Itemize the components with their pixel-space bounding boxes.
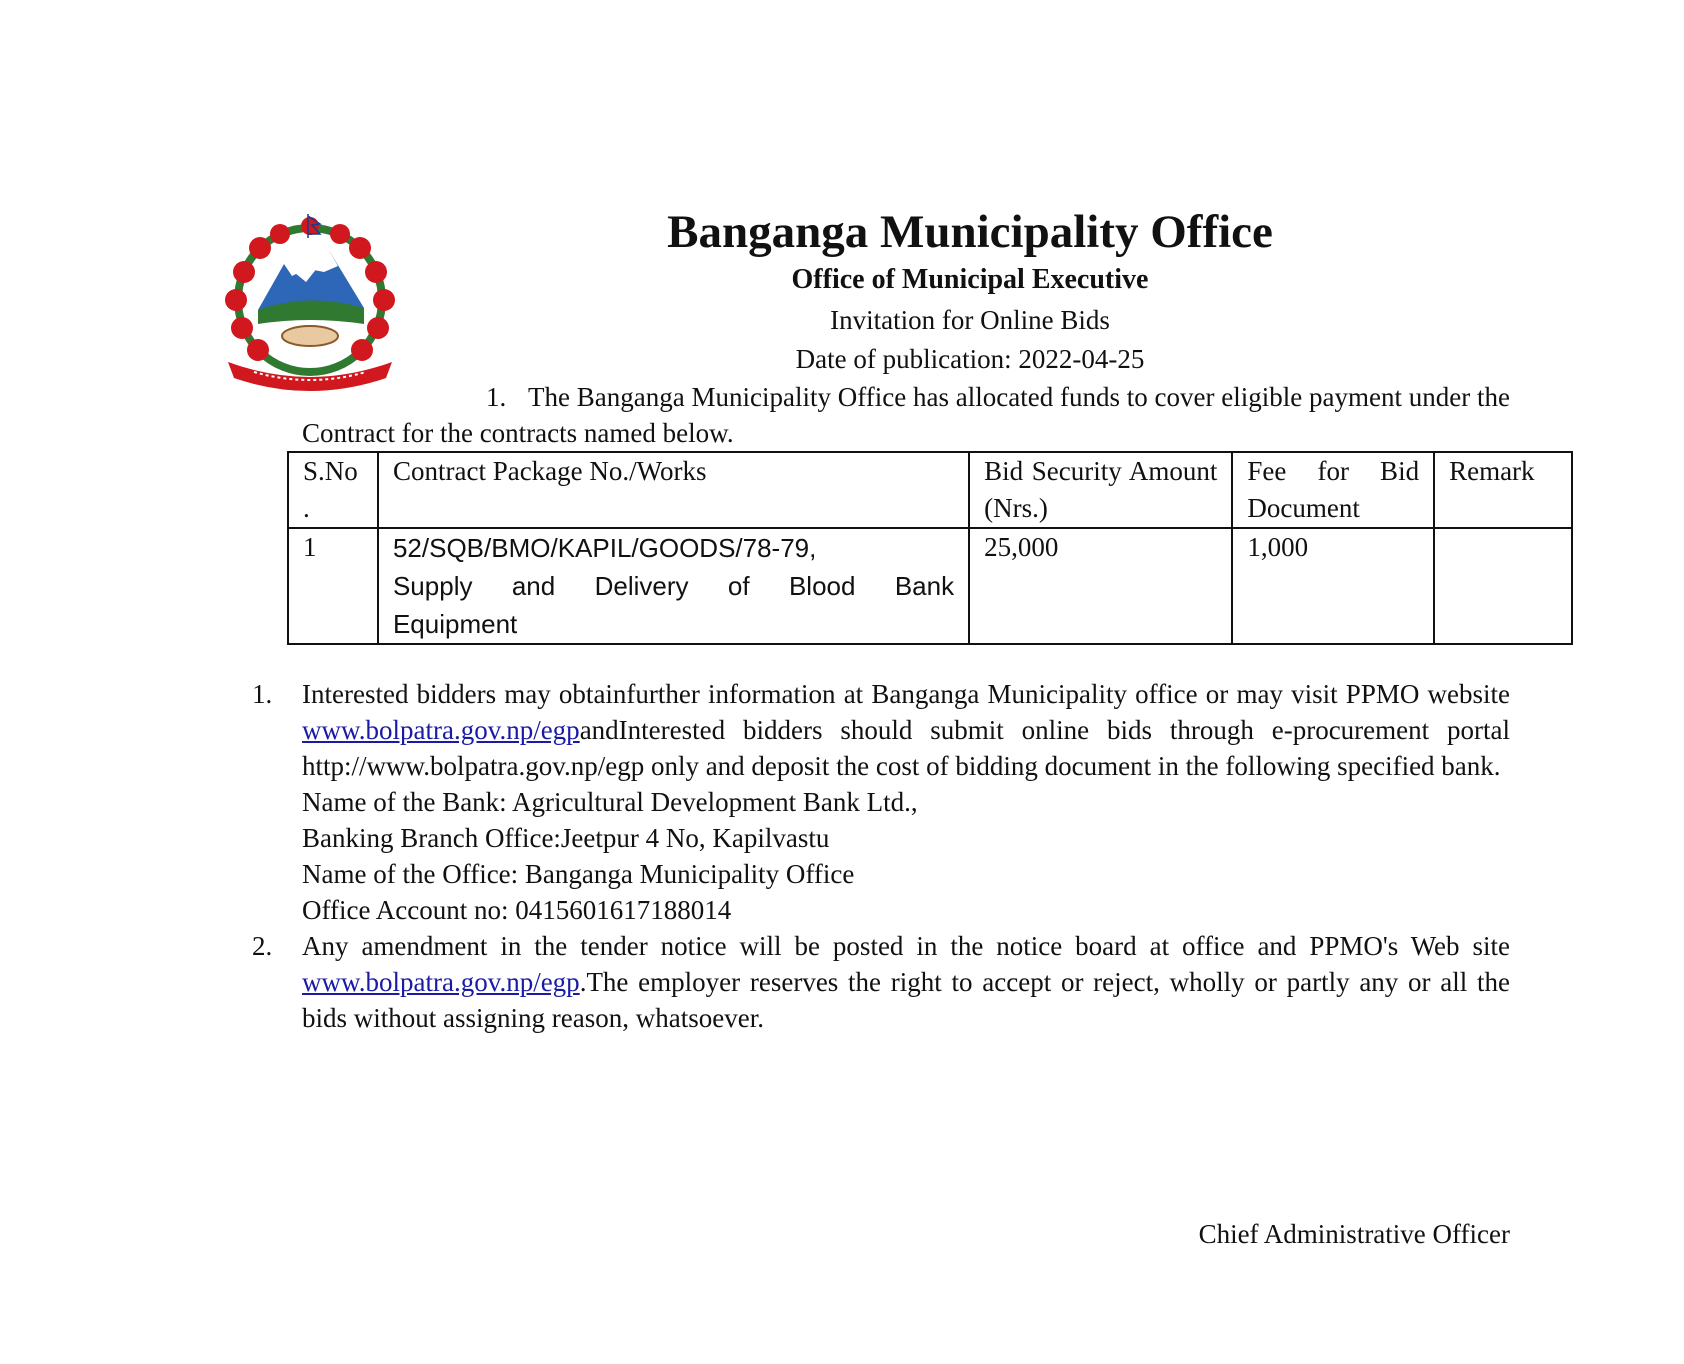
list-item	[250, 928, 1510, 1036]
signatory-title: Chief Administrative Officer	[1198, 1219, 1510, 1249]
item-text-a: Any amendment in the tender notice will be posted in the notice board at office and PPMO's Web site	[302, 931, 1510, 961]
table-header-row	[288, 452, 1572, 528]
header-sno: S.No .	[288, 452, 378, 528]
header-package: Contract Package No./Works	[378, 452, 969, 528]
publication-date: Date of publication: 2022-04-25	[795, 344, 1145, 374]
office-title: Banganga Municipality Office	[667, 206, 1273, 258]
list-marker: 2.	[252, 931, 273, 961]
cell-package	[378, 528, 969, 644]
intro-paragraph	[302, 379, 1510, 451]
cell-security: 25,000	[969, 528, 1232, 644]
notice-type: Invitation for Online Bids	[830, 305, 1110, 335]
item-paragraph	[302, 928, 1510, 1036]
contract-table	[287, 451, 1573, 645]
intro-text: The Banganga Municipality Office has allocated funds to cover eligible payment under the Contract for the contracts named below.	[302, 382, 1510, 448]
bank-name: Name of the Bank: Agricultural Development Bank Ltd.,	[302, 787, 918, 817]
notice-list	[250, 676, 1510, 1036]
nepal-emblem	[214, 212, 406, 392]
list-marker: 1.	[252, 679, 273, 709]
cell-fee: 1,000	[1232, 528, 1434, 644]
package-number: 52/SQB/BMO/KAPIL/GOODS/78-79,	[392, 533, 817, 563]
cell-sno: 1	[288, 528, 378, 644]
item-text-b: .The employer reserves the right to accept or reject, wholly or partly any or all the bids without assigning reason, whatsoever.	[302, 967, 1510, 1033]
nepal-national-emblem-icon	[214, 212, 406, 392]
office-account: Office Account no: 0415601617188014	[302, 895, 732, 925]
item-paragraph	[302, 676, 1510, 784]
ppmo-link[interactable]: www.bolpatra.gov.np/egp	[302, 715, 580, 745]
works-line-1: Supply and Delivery of Blood Bank	[392, 571, 955, 601]
table-row	[288, 528, 1572, 644]
header-fee: Fee for Bid Document	[1232, 452, 1434, 528]
office-name: Name of the Office: Banganga Municipality Office	[302, 859, 855, 889]
item-text-a: Interested bidders may obtainfurther information at Banganga Municipality office or may visit PPMO website	[302, 679, 1510, 709]
cell-remark	[1434, 528, 1572, 644]
works-line-2: Equipment	[392, 609, 518, 639]
list-item	[250, 676, 1510, 928]
office-subtitle: Office of Municipal Executive	[791, 264, 1149, 295]
bank-branch: Banking Branch Office:Jeetpur 4 No, Kapilvastu	[302, 823, 830, 853]
header-remark: Remark	[1434, 452, 1572, 528]
header-security: Bid Security Amount (Nrs.)	[969, 452, 1232, 528]
intro-number: 1.	[486, 382, 507, 412]
item-text-b: andInterested bidders should submit online bids through e-procurement portal http://www.bolpatra.gov.np/egp only and deposit the cost of bidding document in the following specified bank.	[302, 715, 1510, 781]
ppmo-link[interactable]: www.bolpatra.gov.np/egp	[302, 967, 580, 997]
